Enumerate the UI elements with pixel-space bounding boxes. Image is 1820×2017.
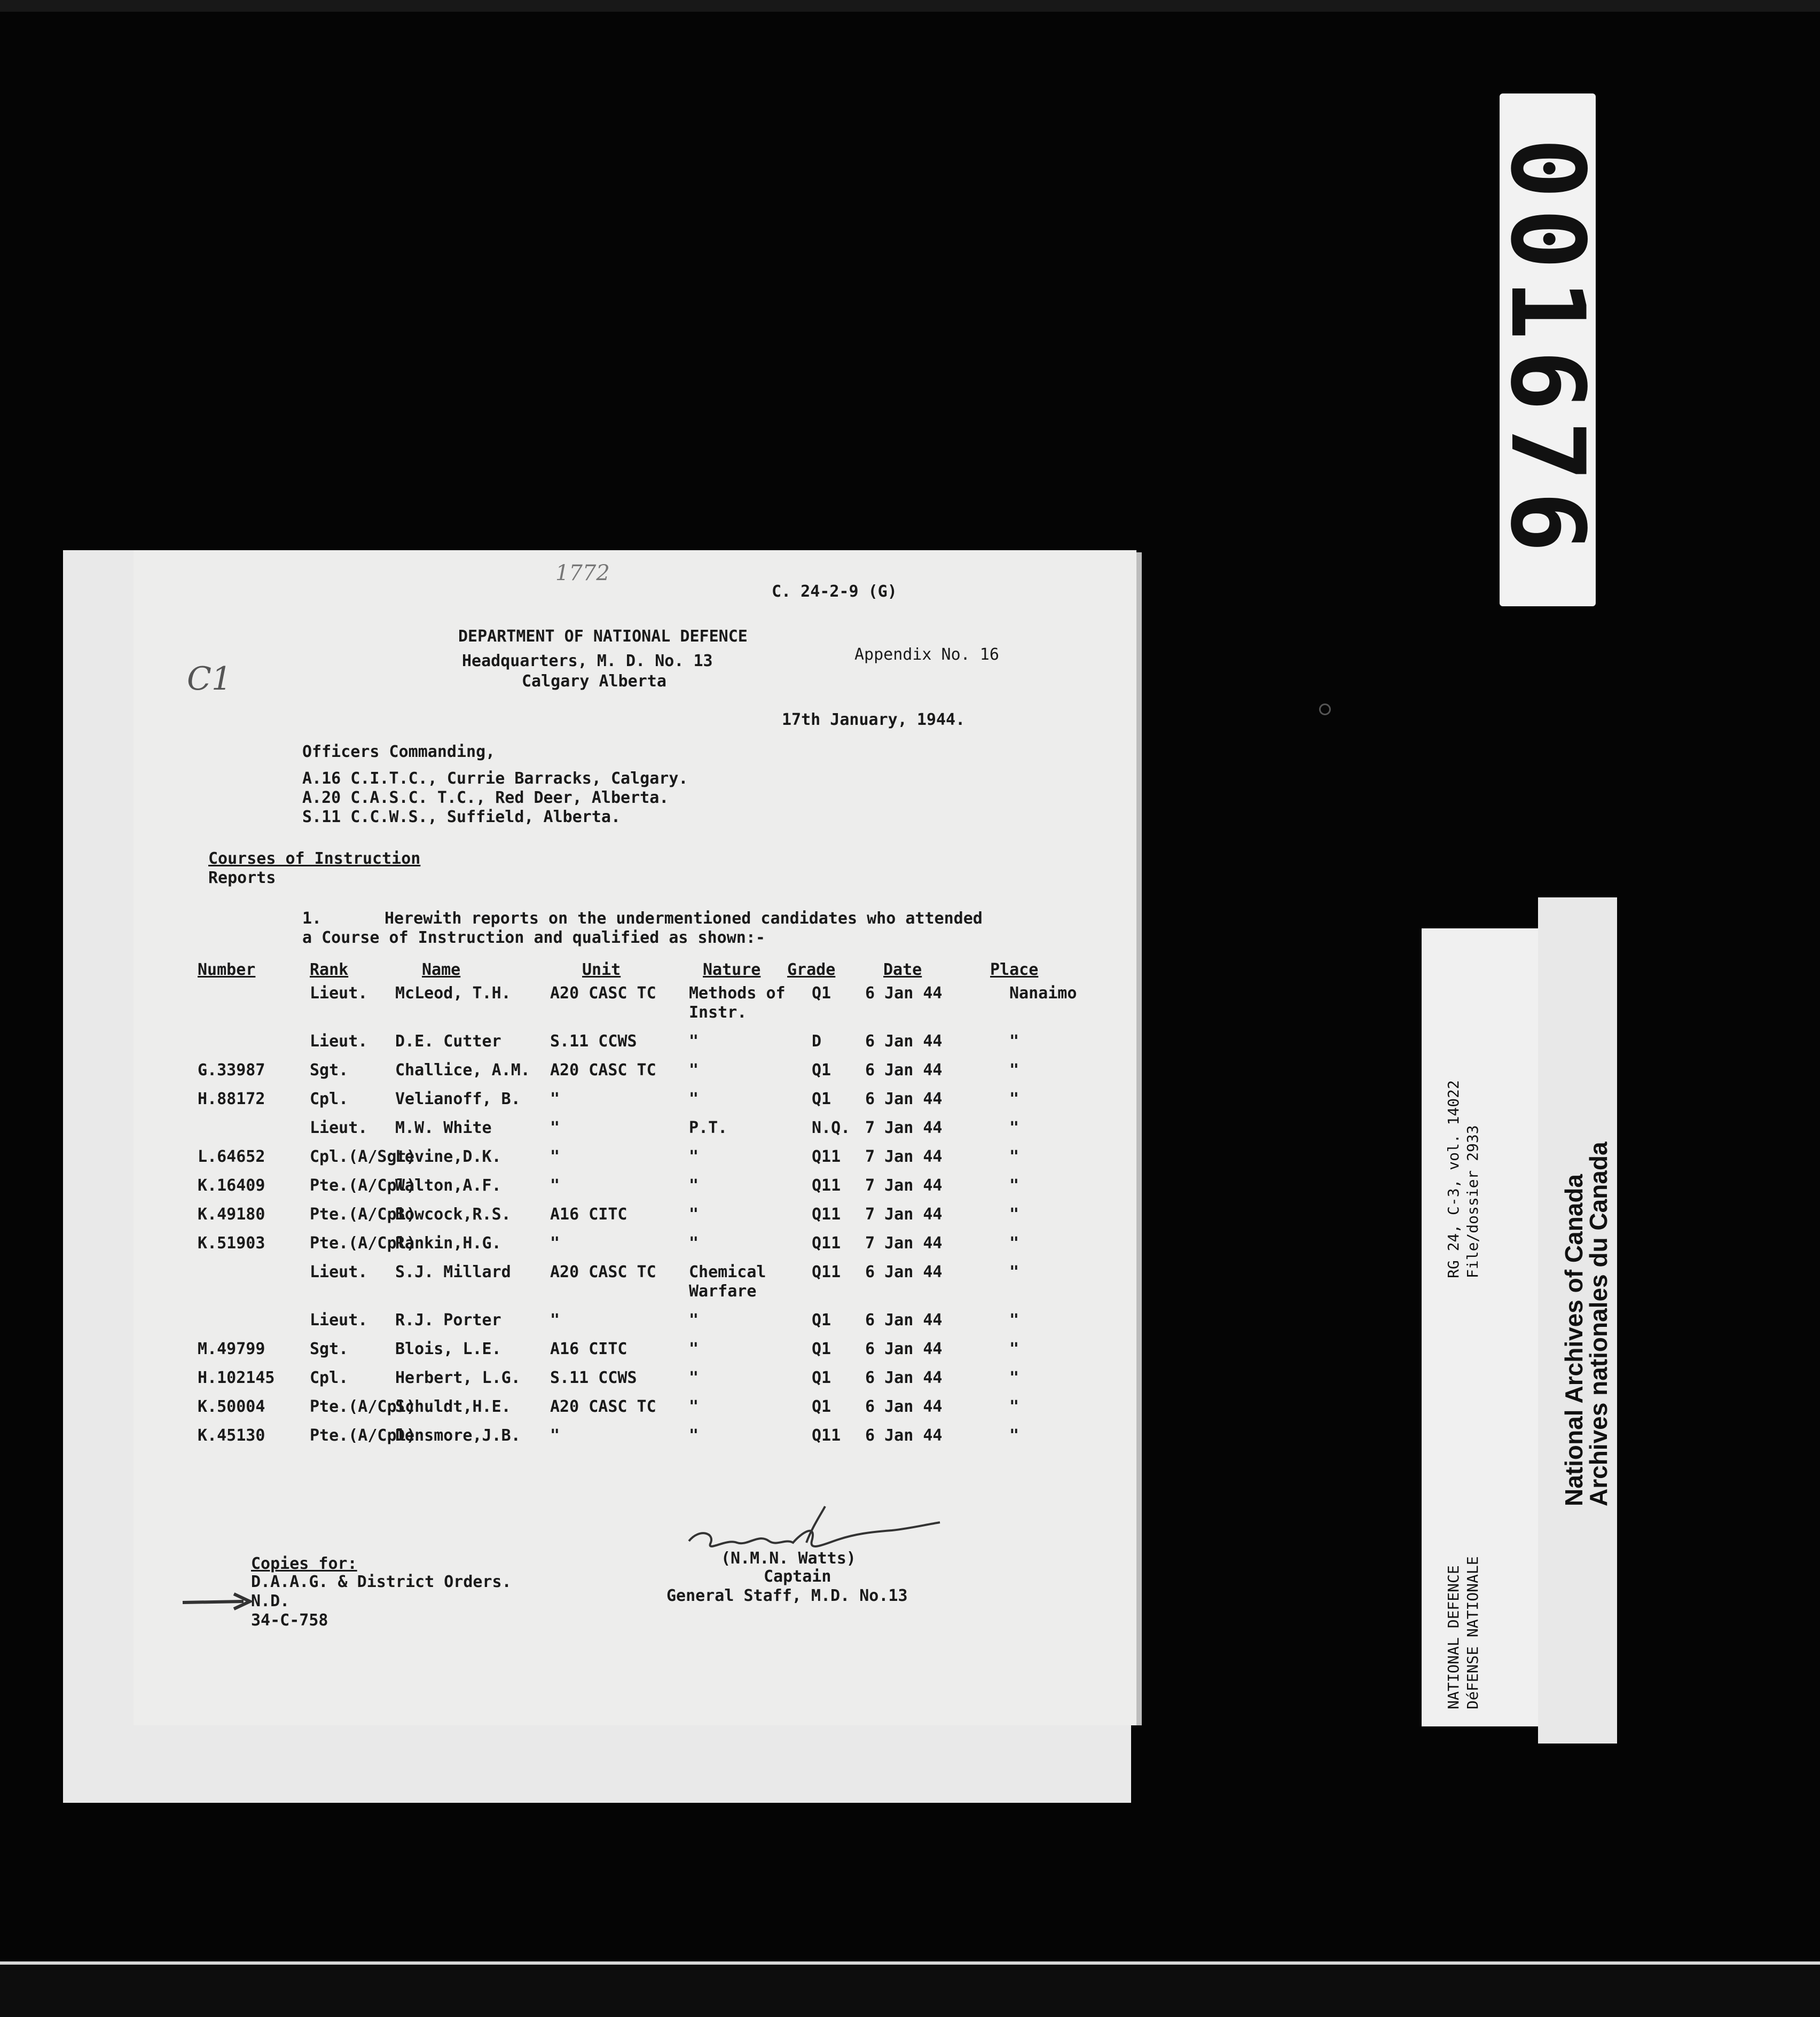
cell-unit: S.11 CCWS xyxy=(550,1032,637,1051)
cell-nature: " xyxy=(689,1090,699,1108)
cell-nature: " xyxy=(689,1234,699,1253)
cell-date: 7 Jan 44 xyxy=(865,1234,943,1253)
cell-unit: A16 CITC xyxy=(550,1205,627,1224)
cell-nature: " xyxy=(689,1061,699,1080)
cell-nature: " xyxy=(689,1032,699,1051)
cell-unit: " xyxy=(550,1311,560,1330)
cell-name: Schuldt,H.E. xyxy=(395,1397,511,1416)
paragraph-line-2: a Course of Instruction and qualified as shown:- xyxy=(302,928,765,947)
cell-place: " xyxy=(1009,1263,1019,1281)
cell-nature: " xyxy=(689,1205,699,1224)
cell-grade: Q11 xyxy=(812,1205,841,1224)
column-header-unit: Unit xyxy=(582,960,621,979)
cell-unit: A16 CITC xyxy=(550,1340,627,1358)
cell-place: Nanaimo xyxy=(1009,984,1077,1003)
cell-grade: Q11 xyxy=(812,1263,841,1281)
cell-date: 6 Jan 44 xyxy=(865,1426,943,1445)
cell-grade: Q1 xyxy=(812,1061,831,1080)
cell-rank: Pte.(A/Cpl) xyxy=(310,1176,416,1195)
cell-rank: Pte.(A/Cpl) xyxy=(310,1397,416,1416)
cell-number: H.88172 xyxy=(198,1090,265,1108)
paragraph-line-1: Herewith reports on the undermentioned candidates who attended xyxy=(385,909,983,928)
header-line-3: Calgary Alberta xyxy=(522,672,666,691)
cell-place: " xyxy=(1009,1397,1019,1416)
table-row xyxy=(134,1397,1095,1425)
column-header-date: Date xyxy=(883,960,922,979)
archive-reference-line2: File/dossier 2933 xyxy=(1464,1125,1481,1278)
cell-grade: Q1 xyxy=(812,1397,831,1416)
archive-name-fr: Archives nationales du Canada xyxy=(1584,1142,1612,1506)
header-line-1: DEPARTMENT OF NATIONAL DEFENCE xyxy=(458,627,748,646)
appendix-number: Appendix No. 16 xyxy=(854,645,999,664)
cell-unit: S.11 CCWS xyxy=(550,1369,637,1387)
cell-name: Walton,A.F. xyxy=(395,1176,501,1195)
cell-rank: Cpl. xyxy=(310,1369,349,1387)
cell-rank: Pte.(A/Cpl) xyxy=(310,1234,416,1253)
cell-name: Blois, L.E. xyxy=(395,1340,501,1358)
cell-unit: A20 CASC TC xyxy=(550,1061,656,1080)
cell-name: Rankin,H.G. xyxy=(395,1234,501,1253)
cell-name: Challice, A.M. xyxy=(395,1061,530,1080)
handwritten-margin: C1 xyxy=(187,660,232,698)
cell-name: S.J. Millard xyxy=(395,1263,511,1281)
table-row xyxy=(134,1311,1095,1339)
cell-date: 7 Jan 44 xyxy=(865,1205,943,1224)
copies-title: Copies for: xyxy=(251,1554,357,1573)
table-row xyxy=(134,1369,1095,1396)
cell-grade: Q11 xyxy=(812,1234,841,1253)
header-line-2: Headquarters, M. D. No. 13 xyxy=(462,652,713,670)
archive-reference-line1: RG 24, C-3, vol. 14022 xyxy=(1445,1080,1462,1278)
cell-number: K.16409 xyxy=(198,1176,265,1195)
cell-place: " xyxy=(1009,1340,1019,1358)
cell-name: Densmore,J.B. xyxy=(395,1426,521,1445)
cell-rank: Lieut. xyxy=(310,1119,368,1137)
addressee-unit: A.20 C.A.S.C. T.C., Red Deer, Alberta. xyxy=(302,788,669,807)
signatory-name: (N.M.N. Watts) xyxy=(721,1549,856,1568)
cell-nature: " xyxy=(689,1369,699,1387)
cell-rank: Lieut. xyxy=(310,1311,368,1330)
copies-item: D.A.A.G. & District Orders. xyxy=(251,1573,512,1591)
cell-date: 6 Jan 44 xyxy=(865,1032,943,1051)
copies-item: N.D. xyxy=(251,1592,290,1611)
cell-date: 6 Jan 44 xyxy=(865,1369,943,1387)
cell-name: M.W. White xyxy=(395,1119,492,1137)
reel-number: 001676 xyxy=(1488,137,1607,562)
page-shadow xyxy=(1136,552,1142,1725)
cell-grade: Q1 xyxy=(812,1090,831,1108)
cell-date: 6 Jan 44 xyxy=(865,1263,943,1281)
document-page xyxy=(134,550,1136,1725)
cell-unit: " xyxy=(550,1234,560,1253)
cell-place: " xyxy=(1009,1061,1019,1080)
column-header-number: Number xyxy=(198,960,256,979)
cell-number: K.51903 xyxy=(198,1234,265,1253)
cell-name: McLeod, T.H. xyxy=(395,984,511,1003)
cell-name: Herbert, L.G. xyxy=(395,1369,521,1387)
cell-unit: " xyxy=(550,1176,560,1195)
cell-grade: N.Q. xyxy=(812,1119,851,1137)
cell-nature: " xyxy=(689,1311,699,1330)
cell-place: " xyxy=(1009,1147,1019,1166)
cell-number: H.102145 xyxy=(198,1369,275,1387)
cell-date: 7 Jan 44 xyxy=(865,1119,943,1137)
cell-place: " xyxy=(1009,1090,1019,1108)
cell-grade: Q11 xyxy=(812,1147,841,1166)
cell-number: L.64652 xyxy=(198,1147,265,1166)
cell-number: K.45130 xyxy=(198,1426,265,1445)
cell-rank: Cpl. xyxy=(310,1090,349,1108)
cell-nature: " xyxy=(689,1147,699,1166)
cell-number: K.50004 xyxy=(198,1397,265,1416)
cell-place: " xyxy=(1009,1176,1019,1195)
table-row xyxy=(134,1176,1095,1204)
cell-unit: A20 CASC TC xyxy=(550,984,656,1003)
cell-rank: Lieut. xyxy=(310,984,368,1003)
cell-grade: Q11 xyxy=(812,1426,841,1445)
table-row xyxy=(134,984,1095,1022)
cell-date: 6 Jan 44 xyxy=(865,1397,943,1416)
cell-unit: A20 CASC TC xyxy=(550,1397,656,1416)
column-header-grade: Grade xyxy=(787,960,836,979)
archive-name-en: National Archives of Canada xyxy=(1560,1174,1588,1506)
cell-rank: Cpl.(A/Sgt) xyxy=(310,1147,416,1166)
cell-nature: " xyxy=(689,1176,699,1195)
cell-unit: " xyxy=(550,1147,560,1166)
addressee: Officers Commanding, xyxy=(302,742,496,761)
archive-reference-card xyxy=(1422,928,1544,1726)
table-row xyxy=(134,1090,1095,1117)
archive-department-fr: DéFENSE NATIONALE xyxy=(1464,1556,1481,1709)
cell-date: 6 Jan 44 xyxy=(865,1311,943,1330)
cell-place: " xyxy=(1009,1234,1019,1253)
cell-nature: Chemical Warfare xyxy=(689,1263,766,1301)
cell-grade: Q1 xyxy=(812,1311,831,1330)
table-row xyxy=(134,1340,1095,1367)
cell-unit: A20 CASC TC xyxy=(550,1263,656,1281)
column-header-name: Name xyxy=(422,960,461,979)
table-row xyxy=(134,1061,1095,1089)
cell-nature: P.T. xyxy=(689,1119,728,1137)
cell-place: " xyxy=(1009,1426,1019,1445)
cell-rank: Lieut. xyxy=(310,1032,368,1051)
addressee-unit: A.16 C.I.T.C., Currie Barracks, Calgary. xyxy=(302,769,688,788)
cell-name: Levine,D.K. xyxy=(395,1147,501,1166)
cell-nature: " xyxy=(689,1397,699,1416)
archive-department-en: NATIONAL DEFENCE xyxy=(1445,1565,1462,1709)
table-row xyxy=(134,1263,1095,1301)
cell-place: " xyxy=(1009,1032,1019,1051)
cell-name: Bowcock,R.S. xyxy=(395,1205,511,1224)
cell-date: 7 Jan 44 xyxy=(865,1176,943,1195)
cell-date: 7 Jan 44 xyxy=(865,1147,943,1166)
copies-item: 34-C-758 xyxy=(251,1611,328,1630)
cell-grade: Q1 xyxy=(812,1369,831,1387)
column-header-place: Place xyxy=(990,960,1039,979)
signatory-rank: Captain xyxy=(764,1567,831,1586)
cell-unit: " xyxy=(550,1119,560,1137)
film-frame-top xyxy=(0,0,1820,12)
cell-rank: Lieut. xyxy=(310,1263,368,1281)
cell-rank: Sgt. xyxy=(310,1340,349,1358)
cell-nature: " xyxy=(689,1340,699,1358)
arrow-icon xyxy=(181,1591,255,1612)
cell-name: R.J. Porter xyxy=(395,1311,501,1330)
cell-place: " xyxy=(1009,1311,1019,1330)
table-row xyxy=(134,1426,1095,1454)
cell-unit: " xyxy=(550,1426,560,1445)
cell-grade: Q1 xyxy=(812,1340,831,1358)
cell-grade: D xyxy=(812,1032,822,1051)
handwritten-note: 1772 xyxy=(555,561,610,585)
cell-rank: Pte.(A/Cpl) xyxy=(310,1426,416,1445)
column-header-rank: Rank xyxy=(310,960,349,979)
signatory-post: General Staff, M.D. No.13 xyxy=(666,1586,908,1605)
table-row xyxy=(134,1234,1095,1262)
table-row xyxy=(134,1147,1095,1175)
subject-line-1: Courses of Instruction xyxy=(208,849,421,868)
file-reference: C. 24-2-9 (G) xyxy=(772,582,897,601)
cell-number: K.49180 xyxy=(198,1205,265,1224)
cell-rank: Sgt. xyxy=(310,1061,349,1080)
paragraph-number: 1. xyxy=(302,909,322,928)
letter-date: 17th January, 1944. xyxy=(782,710,966,729)
cell-unit: " xyxy=(550,1090,560,1108)
cell-nature: " xyxy=(689,1426,699,1445)
cell-grade: Q11 xyxy=(812,1176,841,1195)
cell-place: " xyxy=(1009,1119,1019,1137)
cell-date: 6 Jan 44 xyxy=(865,1340,943,1358)
column-header-nature: Nature xyxy=(703,960,761,979)
cell-name: D.E. Cutter xyxy=(395,1032,501,1051)
table-row xyxy=(134,1119,1095,1146)
cell-rank: Pte.(A/Cpl) xyxy=(310,1205,416,1224)
cell-date: 6 Jan 44 xyxy=(865,1090,943,1108)
table-row xyxy=(134,1032,1095,1060)
cell-place: " xyxy=(1009,1369,1019,1387)
cell-nature: Methods of Instr. xyxy=(689,984,786,1022)
addressee-unit: S.11 C.C.W.S., Suffield, Alberta. xyxy=(302,808,621,826)
cell-name: Velianoff, B. xyxy=(395,1090,521,1108)
film-frame-bottom xyxy=(0,1965,1820,2017)
cell-grade: Q1 xyxy=(812,984,831,1003)
cell-place: " xyxy=(1009,1205,1019,1224)
film-mark xyxy=(1319,703,1331,715)
cell-number: G.33987 xyxy=(198,1061,265,1080)
archive-name-card xyxy=(1538,897,1617,1744)
cell-date: 6 Jan 44 xyxy=(865,984,943,1003)
table-row xyxy=(134,1205,1095,1233)
cell-date: 6 Jan 44 xyxy=(865,1061,943,1080)
subject-line-2: Reports xyxy=(208,869,276,887)
cell-number: M.49799 xyxy=(198,1340,265,1358)
